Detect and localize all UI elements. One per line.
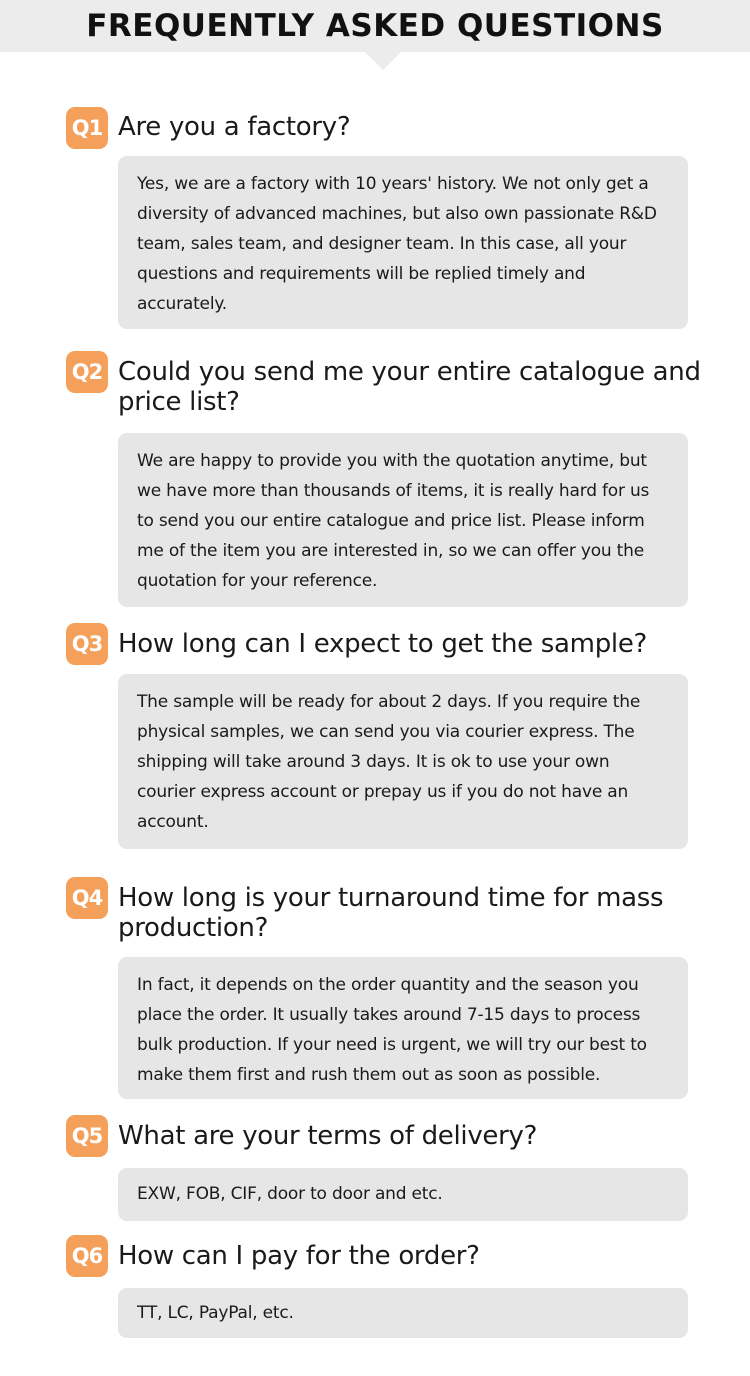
question-text: How long can I expect to get the sample? xyxy=(118,629,648,659)
question-text: How can I pay for the order? xyxy=(118,1241,480,1271)
header-notch xyxy=(365,52,401,70)
page-header xyxy=(0,0,750,52)
question-badge: Q4 xyxy=(66,877,108,919)
question-badge: Q5 xyxy=(66,1115,108,1157)
question-text: Are you a factory? xyxy=(118,112,351,142)
question-text: Could you send me your entire catalogue and price list? xyxy=(118,357,701,417)
question-badge: Q6 xyxy=(66,1235,108,1277)
answer-box: In fact, it depends on the order quantity and the season you place the order. It usually takes around 7-15 days to process bulk production. If your need is urgent, we will try our best to make them first and rush them out as soon as possible. xyxy=(118,957,688,1099)
question-badge: Q3 xyxy=(66,623,108,665)
answer-box: We are happy to provide you with the quotation anytime, but we have more than thousands of items, it is really hard for us to send you our entire catalogue and price list. Please inform me of the item you are interested in, so we can offer you the quotation for your reference. xyxy=(118,433,688,607)
answer-box: The sample will be ready for about 2 days. If you require the physical samples, we can send you via courier express. The shipping will take around 3 days. It is ok to use your own courier express account or prepay us if you do not have an account. xyxy=(118,674,688,849)
page-title: FREQUENTLY ASKED QUESTIONS xyxy=(86,8,664,44)
answer-box: Yes, we are a factory with 10 years' history. We not only get a diversity of advanced machines, but also own passionate R&D team, sales team, and designer team. In this case, all your questions and requirements will be replied timely and accurately. xyxy=(118,156,688,329)
answer-box: EXW, FOB, CIF, door to door and etc. xyxy=(118,1168,688,1221)
question-text: What are your terms of delivery? xyxy=(118,1121,538,1151)
answer-box: TT, LC, PayPal, etc. xyxy=(118,1288,688,1338)
question-badge: Q1 xyxy=(66,107,108,149)
question-badge: Q2 xyxy=(66,351,108,393)
question-text: How long is your turnaround time for mass production? xyxy=(118,883,664,943)
